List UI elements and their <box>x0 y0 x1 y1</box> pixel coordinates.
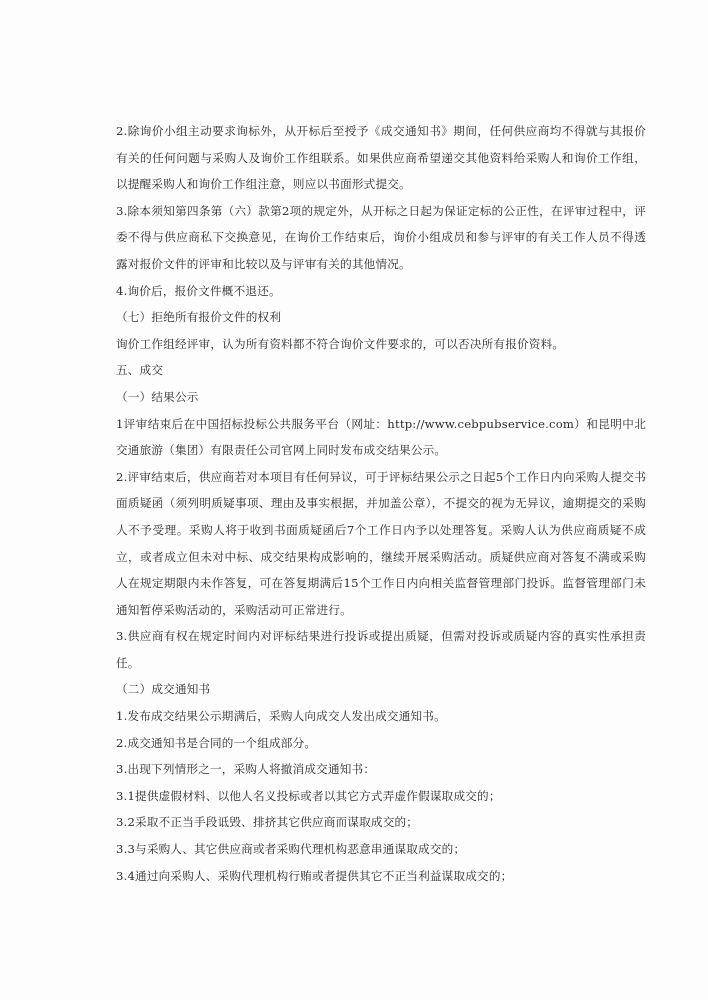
paragraph-no-return: 4.询价后，报价文件概不退还。 <box>116 283 281 298</box>
paragraph-confidentiality: 3.除本须知第四条第（六）款第2项的规定外，从开标之日起为保证定标的公正性，在评审过程中，评委不得与供应商私下交换意见，在询价工作结束后，询价小组成员和参与评审的有关工作人员不得透露对报价文件的评审和比较以及与评审有关的其他情况。 <box>116 203 646 271</box>
paragraph-revocation-3-2: 3.2采取不正当手段诋毁、排挤其它供应商而谋取成交的； <box>116 815 419 830</box>
paragraph-contact-restriction: 2.除询价小组主动要求询标外，从开标后至授予《成交通知书》期间，任何供应商均不得就与其报价有关的任何问题与采购人及询价工作组联系。如果供应商希望递交其他资料给采购人和询价工作组，以提醒采购人和询价工作组注意，则应以书面形式提交。 <box>116 124 646 192</box>
paragraph-revocation-3-1: 3.1提供虚假材料、以他人名义投标或者以其它方式弄虚作假谋取成交的； <box>116 788 501 803</box>
heading-result-publication: （一）结果公示 <box>116 389 199 404</box>
paragraph-complaint-responsibility: 3.供应商有权在规定时间内对评标结果进行投诉或提出质疑，但需对投诉或质疑内容的真实性承担责任。 <box>116 629 646 670</box>
paragraph-publication-platform: 1评审结束后在中国招标投标公共服务平台（网址：http://www.cebpubservice.com）和昆明中北交通旅游（集团）有限责任公司官网上同时发布成交结果公示。 <box>116 416 646 458</box>
paragraph-revocation-3-4: 3.4通过向采购人、采购代理机构行贿或者提供其它不正当利益谋取成交的； <box>116 868 513 883</box>
heading-award-notice: （二）成交通知书 <box>116 682 211 697</box>
document-body <box>116 118 646 889</box>
paragraph-revocation-3-3: 3.3与采购人、其它供应商或者采购代理机构恶意串通谋取成交的； <box>116 842 466 857</box>
paragraph-objection-process: 2.评审结束后，供应商若对本项目有任何异议，可于评标结果公示之日起5个工作日内向采购人提交书面质疑函（须列明质疑事项、理由及事实根据，并加盖公章），不提交的视为无异议，逾期提交的采购人不予受理。采购人将于收到书面质疑函后7个工作日内予以处理答复。采购人认为供应商质疑不成立，或者成立但未对中标、成交结果构成影响的，继续开展采购活动。质疑供应商对答复不满或采购人在规定期限内未作答复，可在答复期满后15个工作日内向相关监督管理部门投诉。监督管理部门未通知暂停采购活动的，采购活动可正常进行。 <box>116 469 646 617</box>
heading-reject-rights: （七）拒绝所有报价文件的权利 <box>116 310 282 325</box>
paragraph-revocation-intro: 3.出现下列情形之一，采购人将撤消成交通知书： <box>116 762 376 777</box>
heading-section-award: 五、成交 <box>116 363 164 378</box>
paragraph-notice-issue: 1.发布成交结果公示期满后，采购人向成交人发出成交通知书。 <box>116 709 446 724</box>
paragraph-notice-contract: 2.成交通知书是合同的一个组成部分。 <box>116 735 317 750</box>
paragraph-reject-all: 询价工作组经评审，认为所有资料都不符合询价文件要求的，可以否决所有报价资料。 <box>116 336 565 351</box>
